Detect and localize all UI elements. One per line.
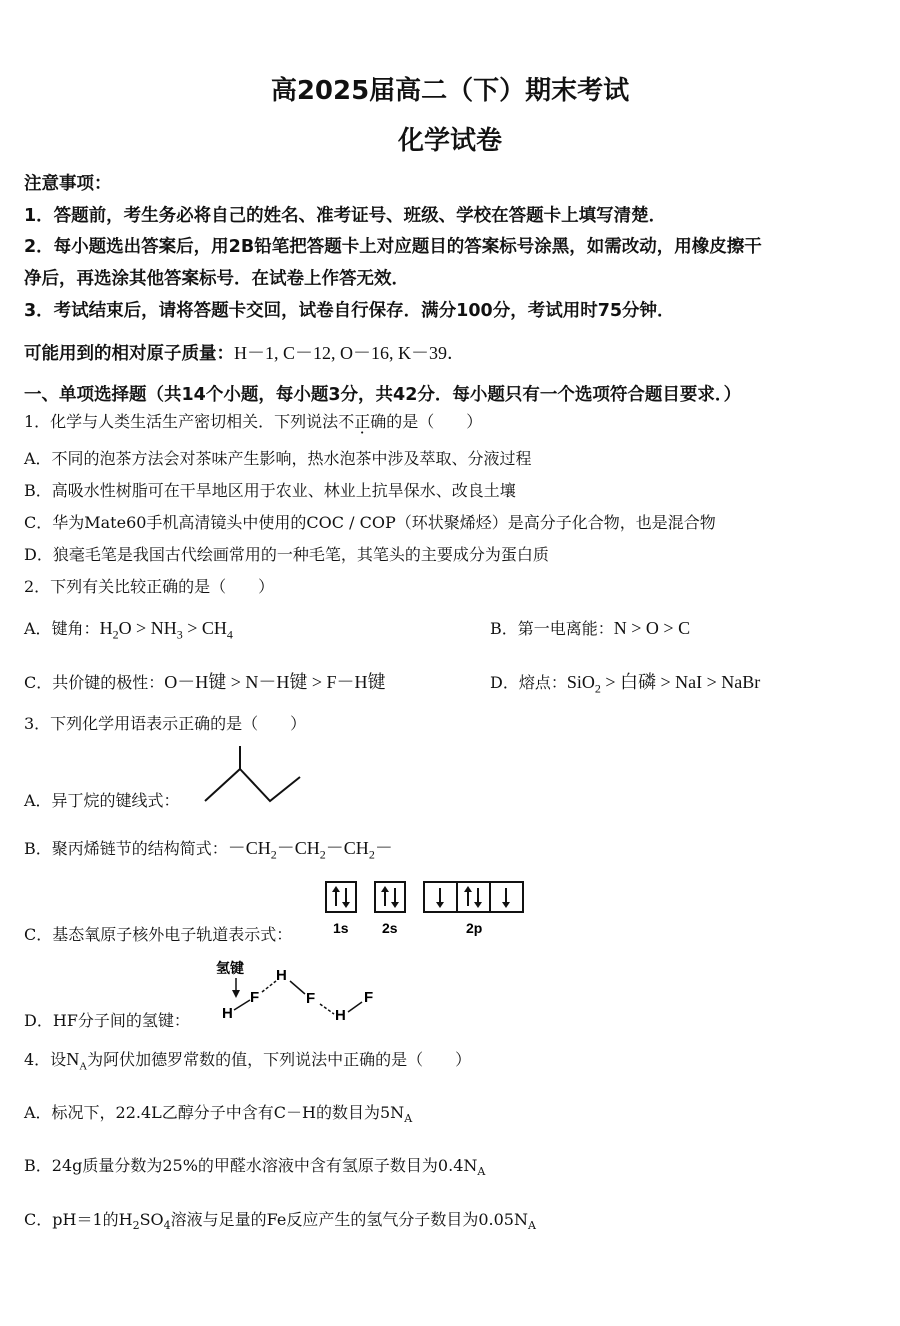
q4-option-a (24, 1100, 412, 1125)
q4-option-b (24, 1153, 485, 1178)
isobutane-skeletal-formula (200, 744, 310, 806)
note-1: 1．答题前，考生务必将自己的姓名、准考证号、班级、学校在答题卡上填写清楚． (24, 206, 667, 226)
q2-b-formula: N > O > C (613, 618, 691, 638)
note-3: 3．考试结束后，请将答题卡交回，试卷自行保存．满分100分，考试用时75分钟． (24, 301, 675, 321)
q2-d-label: D．熔点： (490, 673, 567, 692)
q4-option-c: C．pH＝1的$H_2SO_4$溶液与足量的Fe反应产生的氢气分子数目为$0.05N_A$ (24, 1210, 536, 1233)
atom-f-3: F (364, 989, 374, 1006)
page-subtitle: 化学试卷 (397, 126, 502, 156)
q2-a-label: A．键角： (24, 619, 100, 638)
atom-h-3: H (335, 1007, 346, 1024)
q4-a-text: A．标况下，22.4L乙醇分子中含有C－H的数目为5N (24, 1103, 405, 1122)
q1-stem (24, 409, 482, 432)
q1-option-d: D．狼毫毛笔是我国古代绘画常用的一种毛笔，其笔头的主要成分为蛋白质 (24, 545, 549, 564)
atomic-mass-label: 可能用到的相对原子质量： (24, 344, 234, 364)
q4-b-sub: A (477, 1165, 486, 1179)
q4-c-sub4: 4 (163, 1219, 171, 1233)
q3-option-c: C．基态氧原子核外电子轨道表示式： (24, 925, 293, 944)
q3-option-a: A．异丁烷的键线式： (24, 791, 180, 810)
q1-option-a: A．不同的泡茶方法会对茶味产生影响，热水泡茶中涉及萃取、分液过程 (24, 449, 532, 468)
q1-option-b: B．高吸水性树脂可在干旱地区用于农业、林业上抗旱保水、改良土壤 (24, 481, 516, 500)
hydrogen-bond-label: 氢键 (216, 960, 244, 976)
atomic-mass-line (24, 339, 465, 365)
q4-stem: 4．设$N_A$为阿伏加德罗常数的值，下列说法中正确的是（ ） (24, 1049, 472, 1073)
q3-option-d: D．HF分子间的氢键： (24, 1011, 190, 1030)
q2-c-label: C．共价键的极性： (24, 673, 165, 692)
q2-a-formula: $H_2O > NH_3 > CH_4$ (99, 618, 233, 642)
atom-f-2: F (306, 990, 316, 1007)
atom-h-2: H (276, 967, 287, 984)
q1-stem-pre: 1．化学与人类生活生产密切相关．下列说法 (24, 412, 339, 431)
atomic-mass-values: H－1, C－12, O－16, K－39． (234, 343, 466, 363)
q2-option-a (24, 616, 233, 643)
q2-option-b (490, 616, 690, 639)
q4-c-mid: 溶液与足量的Fe反应产生的氢气分子数目为0.05N (170, 1210, 528, 1229)
q3-option-b (24, 834, 393, 863)
q1-stem-post: 的是（ ） (386, 412, 483, 431)
q4-c-subA: A (527, 1219, 536, 1233)
q4-stem-sub: A (79, 1060, 88, 1073)
section-heading: 一、单项选择题（共14个小题，每小题3分，共42分．每小题只有一个选项符合题目要求．） (24, 385, 742, 405)
q3-stem: 3．下列化学用语表示正确的是（ ） (24, 714, 307, 733)
q1-option-c: C．华为Mate60手机高清镜头中使用的COC / COP（环状聚烯烃）是高分子化合物，也是混合物 (24, 513, 716, 532)
orbital-label-1s: 1s (333, 920, 349, 936)
q4-c-sub2: 2 (132, 1219, 140, 1233)
q2-d-formula: SiO$_2$ > 白磷 > NaI > NaBr (566, 672, 761, 696)
q2-option-d (490, 668, 760, 697)
q4-stem-pre: 4．设 (24, 1050, 67, 1069)
atom-h-1: H (222, 1005, 233, 1022)
q2-c-formula: O－H键 > N－H键 > F－H键 (164, 672, 386, 692)
oxygen-orbital-diagram (320, 878, 530, 940)
q4-c-pre: C．pH＝1的H (24, 1210, 133, 1229)
q2-stem: 2．下列有关比较正确的是（ ） (24, 577, 275, 596)
q1-stem-emphasis: 不正确 (338, 412, 387, 431)
atom-f-1: F (250, 989, 260, 1006)
q2-option-c (24, 668, 386, 694)
q4-b-text: B．24g质量分数为25%的甲醛水溶液中含有氢原子数目为0.4N (24, 1156, 478, 1175)
orbital-label-2p: 2p (466, 920, 483, 936)
notes-heading: 注意事项： (24, 174, 112, 194)
q4-a-sub: A (404, 1112, 413, 1126)
note-2b: 净后，再选涂其他答案标号．在试卷上作答无效． (24, 269, 409, 289)
q2-b-label: B．第一电离能： (490, 619, 614, 638)
page-title: 高2025届高二（下）期末考试 (270, 76, 630, 106)
orbital-label-2s: 2s (382, 920, 398, 936)
q4-stem-post: 为阿伏加德罗常数的值，下列说法中正确的是（ ） (87, 1050, 472, 1069)
q3-b-formula: $-CH_2-CH_2-CH_2-$ (227, 838, 393, 862)
note-2a: 2．每小题选出答案后，用2B铅笔把答题卡上对应题目的答案标号涂黑，如需改动，用橡皮擦干 (24, 237, 762, 257)
q3-b-label: B．聚丙烯链节的结构简式： (24, 839, 228, 858)
hf-hydrogen-bond-diagram (210, 956, 390, 1026)
